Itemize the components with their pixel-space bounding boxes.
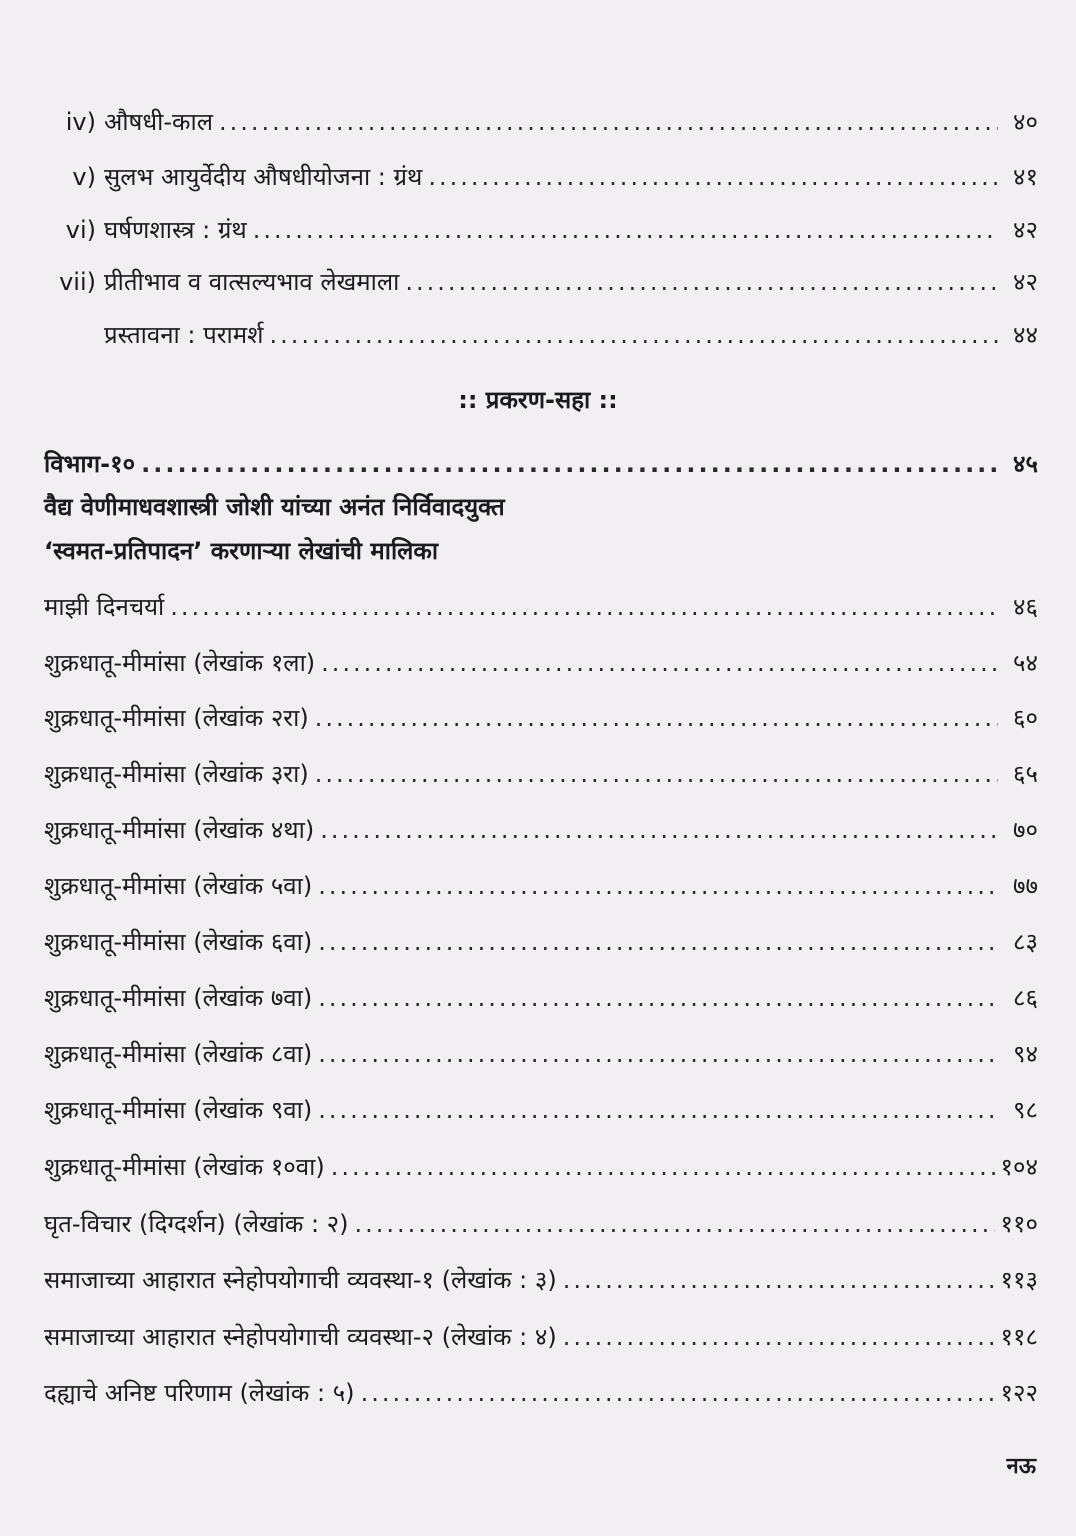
toc-entry-title: शुक्रधातू-मीमांसा (लेखांक ८वा) <box>44 1040 313 1068</box>
toc-entry-page: ४२ <box>1013 216 1038 244</box>
toc-entry <box>48 213 1038 247</box>
leader-dots <box>315 701 998 735</box>
toc-entry-title: शुक्रधातू-मीमांसा (लेखांक ४था) <box>44 816 315 844</box>
toc-entry <box>44 869 1038 903</box>
leader-dots <box>315 757 998 791</box>
leader-dots <box>253 213 998 247</box>
toc-entry-number: vii) <box>59 268 96 296</box>
toc-entry-title: शुक्रधातू-मीमांसा (लेखांक ९वा) <box>44 1096 313 1124</box>
toc-entry-page: ८६ <box>1013 984 1038 1012</box>
leader-dots <box>318 1093 998 1127</box>
toc-entry-title: औषधी-काल <box>104 108 213 136</box>
toc-entry-number: vi) <box>65 216 96 244</box>
section-entry <box>44 447 1038 481</box>
leader-dots <box>318 869 998 903</box>
toc-entry-title: शुक्रधातू-मीमांसा (लेखांक २रा) <box>44 704 309 732</box>
toc-entry-label <box>48 105 213 139</box>
leader-dots <box>361 1376 995 1410</box>
toc-entry <box>48 105 1038 139</box>
toc-entry <box>48 160 1038 194</box>
toc-entry-page: १०४ <box>1000 1153 1038 1181</box>
toc-entry-title: घृत-विचार (दिग्दर्शन) (लेखांक : २) <box>44 1210 349 1238</box>
page-number: नऊ <box>1006 1454 1036 1479</box>
leader-dots <box>563 1320 995 1354</box>
section-page: ४५ <box>1013 450 1038 478</box>
toc-entry-title: समाजाच्या आहारात स्नेहोपयोगाची व्यवस्था-२ (लेखांक : ४) <box>44 1323 557 1351</box>
leader-dots <box>318 1037 998 1071</box>
toc-entry-number: iv) <box>65 108 96 136</box>
leader-dots <box>219 105 998 139</box>
toc-entry <box>44 813 1038 847</box>
toc-entry-title: दह्याचे अनिष्ट परिणाम (लेखांक : ५) <box>44 1379 355 1407</box>
leader-dots <box>355 1207 995 1241</box>
toc-entry-page: ७७ <box>1013 872 1038 900</box>
toc-entry-page: ११० <box>1000 1210 1038 1238</box>
toc-entry <box>44 1207 1038 1241</box>
toc-entry <box>44 590 1038 624</box>
toc-entry-title: शुक्रधातू-मीमांसा (लेखांक १०वा) <box>44 1153 325 1181</box>
toc-entry-page: ४४ <box>1013 321 1038 349</box>
toc-entry-label <box>48 160 422 194</box>
leader-dots <box>331 1150 995 1184</box>
toc-entry-page: ११८ <box>1000 1323 1038 1351</box>
toc-entry <box>44 1263 1038 1297</box>
toc-entry-title: शुक्रधातू-मीमांसा (लेखांक ६वा) <box>44 928 313 956</box>
toc-entry <box>44 1037 1038 1071</box>
toc-entry-page: ५४ <box>1013 649 1038 677</box>
toc-entry-page: ६० <box>1013 704 1038 732</box>
toc-entry-page: ७० <box>1013 816 1038 844</box>
toc-entry-page: ४६ <box>1013 593 1038 621</box>
toc-entry <box>48 265 1038 299</box>
leader-dots <box>318 925 998 959</box>
toc-entry <box>44 701 1038 735</box>
leader-dots <box>318 981 998 1015</box>
toc-entry <box>44 1376 1038 1410</box>
toc-entry-page: १२२ <box>1000 1379 1038 1407</box>
toc-entry-page: ४० <box>1013 108 1038 136</box>
toc-entry <box>44 646 1038 680</box>
toc-entry-number: v) <box>72 163 96 191</box>
toc-entry-page: ४१ <box>1013 163 1038 191</box>
section-description-line: ‘स्वमत-प्रतिपादन’ करणाऱ्या लेखांची मालिका <box>44 537 439 565</box>
toc-entry-page: ९४ <box>1013 1040 1038 1068</box>
toc-entry-title: प्रस्तावना : परामर्श <box>104 321 264 349</box>
leader-dots <box>563 1263 995 1297</box>
leader-dots <box>170 590 998 624</box>
toc-entry <box>44 981 1038 1015</box>
section-title: विभाग-१० <box>44 450 136 478</box>
toc-entry <box>44 1320 1038 1354</box>
toc-entry-title: माझी दिनचर्या <box>44 593 165 621</box>
toc-entry <box>48 318 1038 352</box>
toc-entry-title: समाजाच्या आहारात स्नेहोपयोगाची व्यवस्था-१ (लेखांक : ३) <box>44 1266 557 1294</box>
toc-entry-title: शुक्रधातू-मीमांसा (लेखांक ५वा) <box>44 872 313 900</box>
chapter-heading: :: प्रकरण-सहा :: <box>458 386 618 414</box>
leader-dots <box>320 813 998 847</box>
toc-entry-page: ९८ <box>1013 1096 1038 1124</box>
leader-dots <box>428 160 998 194</box>
toc-entry-label <box>48 318 263 352</box>
toc-entry-label <box>48 213 247 247</box>
toc-entry-page: ८३ <box>1013 928 1038 956</box>
toc-entry-title: प्रीतीभाव व वात्सल्यभाव लेखमाला <box>104 268 400 296</box>
toc-entry-title: सुलभ आयुर्वेदीय औषधीयोजना : ग्रंथ <box>104 163 423 191</box>
leader-dots <box>405 265 998 299</box>
section-description-line: वैद्य वेणीमाधवशास्त्री जोशी यांच्या अनंत निर्विवादयुक्त <box>44 493 505 521</box>
toc-entry-page: ११३ <box>1000 1266 1038 1294</box>
toc-entry-page: ४२ <box>1013 268 1038 296</box>
toc-entry <box>44 1093 1038 1127</box>
toc-entry-title: शुक्रधातू-मीमांसा (लेखांक १ला) <box>44 649 316 677</box>
leader-dots <box>141 447 998 481</box>
toc-entry-title: घर्षणशास्त्र : ग्रंथ <box>104 216 247 244</box>
toc-entry-page: ६५ <box>1013 760 1038 788</box>
toc-entry <box>44 925 1038 959</box>
toc-entry-title: शुक्रधातू-मीमांसा (लेखांक ७वा) <box>44 984 313 1012</box>
toc-entry-title: शुक्रधातू-मीमांसा (लेखांक ३रा) <box>44 760 309 788</box>
toc-entry <box>44 757 1038 791</box>
toc-entry <box>44 1150 1038 1184</box>
leader-dots <box>269 318 998 352</box>
leader-dots <box>321 646 998 680</box>
toc-entry-label <box>48 265 399 299</box>
